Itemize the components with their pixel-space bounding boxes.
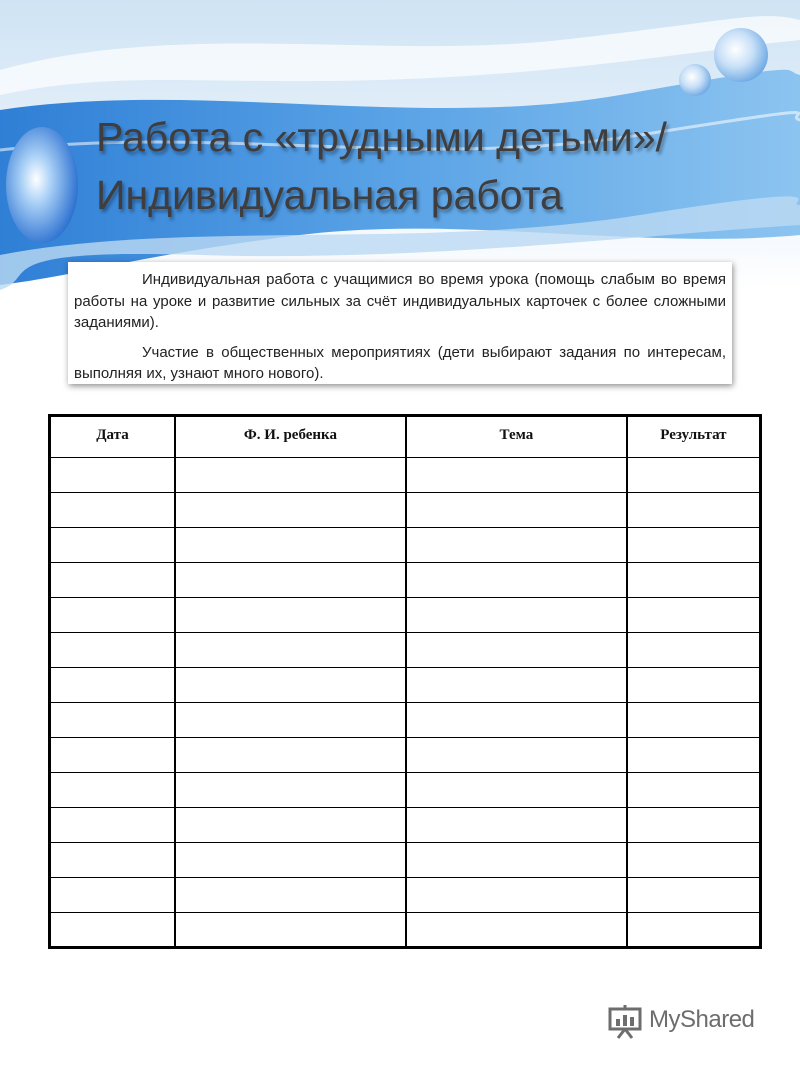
cell-child-name [175,528,406,563]
cell-result [627,668,761,703]
cell-result [627,878,761,913]
table-row [50,878,761,913]
cell-date [50,668,175,703]
paragraph-public-events: Участие в общественных мероприятиях (дети выбирают задания по интересам, выполняя их, узнают много нового). [74,343,726,382]
cell-result [627,738,761,773]
cell-result [627,913,761,948]
header-result: Результат [627,416,761,458]
table-row [50,773,761,808]
table-row [50,458,761,493]
cell-child-name [175,458,406,493]
cell-child-name [175,843,406,878]
cell-date [50,843,175,878]
paragraph-individual-work: Индивидуальная работа с учащимися во время урока (помощь слабым во время работы на уроке и развитие сильных за счёт индивидуальных карточек с более сложными заданиями). [74,271,726,331]
slide-title: Работа с «трудными детьми»/Индивидуальная работа [96,114,667,218]
cell-date [50,458,175,493]
table-row [50,738,761,773]
cell-child-name [175,493,406,528]
cell-topic [406,878,627,913]
table-row [50,703,761,738]
record-table [48,414,762,949]
myshared-watermark [607,1002,777,1042]
cell-result [627,528,761,563]
cell-topic [406,738,627,773]
cell-result [627,458,761,493]
table-row [50,913,761,948]
table-row [50,528,761,563]
cell-topic [406,703,627,738]
cell-topic [406,913,627,948]
table-header-row [50,416,761,458]
cell-result [627,703,761,738]
cell-date [50,913,175,948]
cell-result [627,808,761,843]
presentation-icon [607,1004,643,1040]
description-box [68,262,732,384]
table-row [50,493,761,528]
cell-topic [406,668,627,703]
cell-date [50,563,175,598]
cell-topic [406,493,627,528]
cell-topic [406,633,627,668]
table-row [50,668,761,703]
cell-date [50,598,175,633]
cell-child-name [175,668,406,703]
cell-child-name [175,808,406,843]
cell-date [50,878,175,913]
table-row [50,563,761,598]
watermark-text: MyShared [649,1006,755,1033]
cell-child-name [175,878,406,913]
cell-child-name [175,738,406,773]
cell-result [627,633,761,668]
cell-date [50,808,175,843]
table-body [50,458,761,948]
cell-topic [406,808,627,843]
cell-topic [406,458,627,493]
table-row [50,808,761,843]
header-topic: Тема [406,416,627,458]
cell-child-name [175,563,406,598]
cell-result [627,773,761,808]
cell-child-name [175,703,406,738]
cell-topic [406,773,627,808]
cell-result [627,493,761,528]
cell-date [50,773,175,808]
cell-date [50,493,175,528]
table-row [50,598,761,633]
cell-child-name [175,773,406,808]
cell-date [50,633,175,668]
table-row [50,633,761,668]
cell-topic [406,598,627,633]
cell-child-name [175,913,406,948]
cell-date [50,528,175,563]
cell-result [627,563,761,598]
header-date: Дата [50,416,175,458]
cell-child-name [175,633,406,668]
cell-topic [406,843,627,878]
cell-result [627,598,761,633]
cell-topic [406,563,627,598]
table-row [50,843,761,878]
header-child-name: Ф. И. ребенка [175,416,406,458]
cell-date [50,703,175,738]
cell-child-name [175,598,406,633]
cell-topic [406,528,627,563]
cell-date [50,738,175,773]
cell-result [627,843,761,878]
